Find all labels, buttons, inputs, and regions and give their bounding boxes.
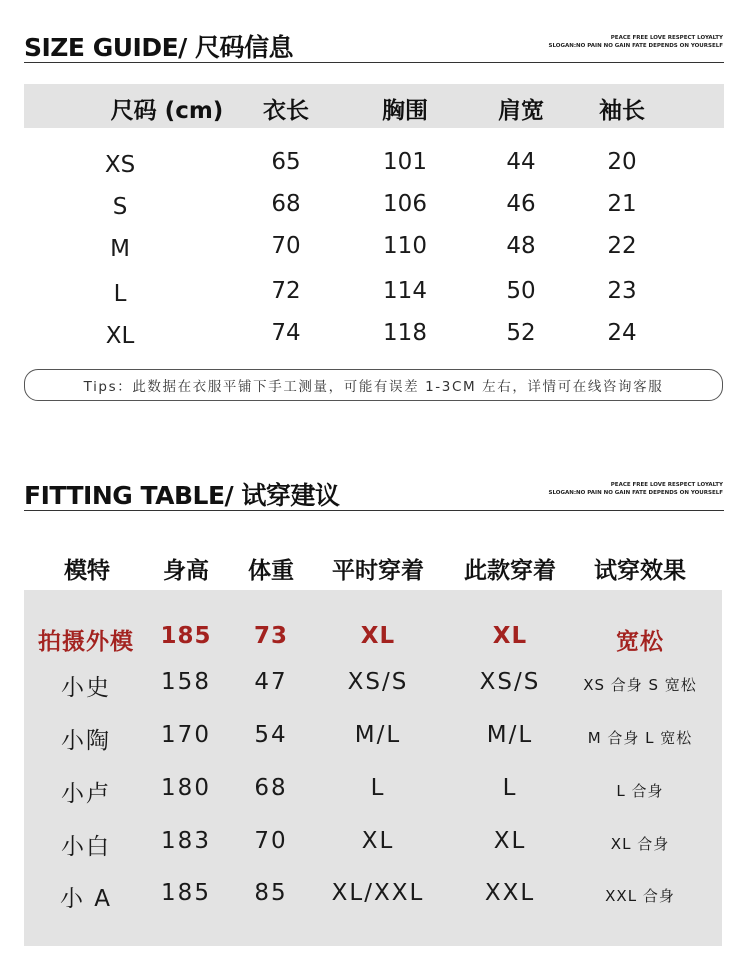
fit-cell-this-size: L [502,775,518,801]
fit-cell-effect: XL 合身 [610,835,670,853]
fit-cell-weight: 47 [254,669,288,695]
size-cell-shoulder: 48 [506,233,536,259]
fit-cell-effect: L 合身 [616,782,664,800]
size-cell-sleeve: 21 [607,191,637,217]
size-cell-size: XL [105,323,135,349]
size-cell-chest: 114 [383,278,427,304]
fit-cell-this-size: XS/S [479,669,541,695]
size-cell-chest: 118 [383,320,427,346]
fitting-table-rule [24,510,724,511]
fit-cell-usual-size: L [370,775,386,801]
fit-cell-this-size: XL [492,623,528,649]
size-cell-chest: 106 [383,191,427,217]
fit-cell-model: 小陶 [61,728,111,754]
size-cell-size: S [112,194,128,220]
size-cell-length: 70 [271,233,301,259]
size-header-shoulder: 肩宽 [498,98,544,124]
size-cell-chest: 110 [383,233,427,259]
size-cell-size: L [113,281,127,307]
slogan-line-2: SLOGAN:NO PAIN NO GAIN FATE DEPENDS ON YOURSELF [548,490,723,496]
fit-cell-usual-size: XL [360,623,396,649]
fitting-table-title: FITTING TABLE/ 试穿建议 [24,481,340,510]
fit-cell-effect: 宽松 [616,629,664,655]
size-cell-shoulder: 50 [506,278,536,304]
size-header-sleeve: 袖长 [599,98,645,124]
fit-header-this-size: 此款穿着 [464,558,556,584]
fit-cell-weight: 54 [254,722,288,748]
size-guide-slogan [549,34,723,50]
size-guide-title: SIZE GUIDE/ 尺码信息 [24,33,294,62]
fit-cell-height: 183 [161,828,211,854]
fit-cell-usual-size: XL/XXL [331,880,425,906]
fit-cell-usual-size: XS/S [347,669,409,695]
size-cell-sleeve: 24 [607,320,637,346]
fit-cell-model: 小史 [61,675,111,701]
fit-cell-effect: XXL 合身 [605,887,675,905]
size-cell-sleeve: 22 [607,233,637,259]
fit-header-usual-size: 平时穿着 [332,558,424,584]
fit-cell-height: 185 [161,880,211,906]
size-cell-size: M [110,236,130,262]
fit-cell-weight: 68 [254,775,288,801]
slogan-line-1: PEACE FREE LOVE RESPECT LOYALTY [610,482,723,488]
fit-cell-model: 小卢 [61,781,111,807]
fit-header-height: 身高 [163,558,209,584]
size-cell-sleeve: 23 [607,278,637,304]
fit-cell-model: 拍摄外模 [38,629,134,655]
fit-header-effect: 试穿效果 [594,558,686,584]
size-cell-size: XS [104,152,136,178]
fit-cell-effect: M 合身 L 宽松 [587,729,693,747]
fit-header-weight: 体重 [248,558,294,584]
size-cell-shoulder: 52 [506,320,536,346]
size-guide-rule [24,62,724,63]
size-cell-shoulder: 46 [506,191,536,217]
fit-cell-usual-size: M/L [354,722,402,748]
size-header-chest: 胸围 [382,98,428,124]
size-cell-shoulder: 44 [506,149,536,175]
size-cell-length: 72 [271,278,301,304]
fit-cell-effect: XS 合身 S 宽松 [583,676,697,694]
fit-cell-height: 170 [161,722,211,748]
size-tips: Tips：此数据在衣服平铺下手工测量，可能有误差 1-3CM 左右，详情可在线咨询客服 [24,369,723,401]
slogan-line-1: PEACE FREE LOVE RESPECT LOYALTY [610,35,723,41]
size-header-size: 尺码 (cm) [110,98,224,124]
fit-cell-model: 小白 [61,834,111,860]
fit-cell-height: 158 [161,669,211,695]
fit-cell-this-size: XL [493,828,527,854]
size-cell-sleeve: 20 [607,149,637,175]
size-header-length: 衣长 [263,98,309,124]
fit-header-model: 模特 [64,558,110,584]
fit-cell-usual-size: XL [361,828,395,854]
fit-cell-weight: 85 [254,880,288,906]
fit-cell-this-size: M/L [486,722,534,748]
size-cell-length: 74 [271,320,301,346]
size-cell-chest: 101 [383,149,427,175]
fit-cell-model: 小 A [59,886,113,912]
fitting-table-slogan [549,481,723,497]
size-cell-length: 68 [271,191,301,217]
size-cell-length: 65 [271,149,301,175]
fit-cell-height: 180 [161,775,211,801]
fit-cell-weight: 73 [253,623,288,649]
slogan-line-2: SLOGAN:NO PAIN NO GAIN FATE DEPENDS ON YOURSELF [548,43,723,49]
fit-cell-this-size: XXL [484,880,536,906]
fit-cell-height: 185 [160,623,212,649]
fit-cell-weight: 70 [254,828,288,854]
